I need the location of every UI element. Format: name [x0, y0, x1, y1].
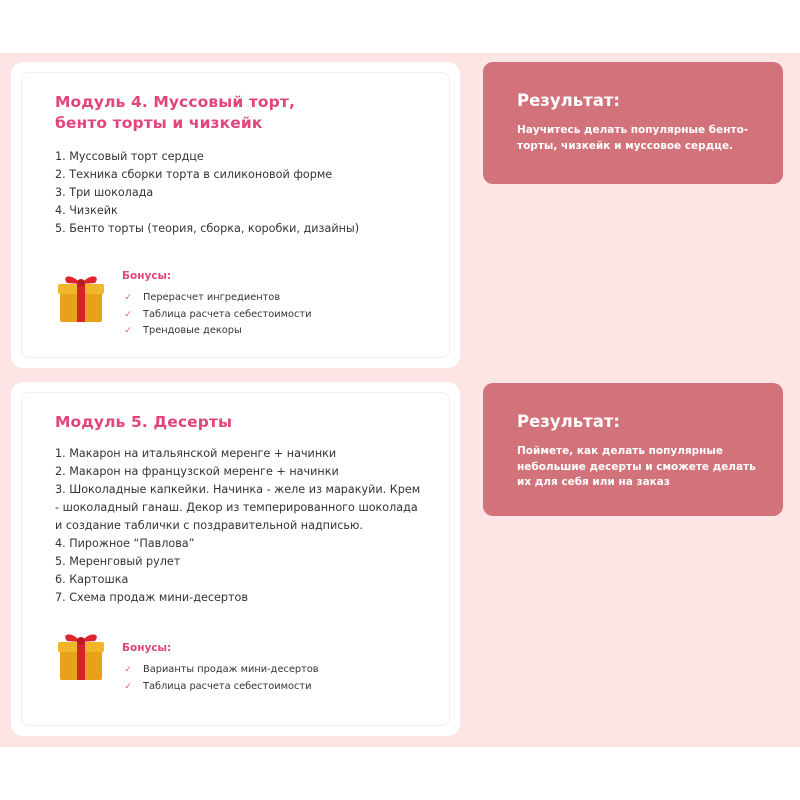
list-item: 2. Техника сборки торта в силиконовой форме	[55, 168, 333, 181]
check-icon: ✓	[124, 681, 132, 692]
bonus-label: Трендовые декоры	[143, 325, 242, 336]
list-item	[122, 290, 311, 307]
module-5-result-card	[483, 383, 783, 516]
list-item: 7. Схема продаж мини-десертов	[55, 591, 248, 604]
module-5-lessons	[55, 445, 425, 607]
module-4-result-title: Результат:	[517, 91, 621, 110]
module-4-lessons	[55, 148, 425, 238]
list-item: 3. Три шоколада	[55, 186, 154, 199]
bonus-label: Таблица расчета себестоимости	[143, 680, 312, 692]
list-item: 1. Муссовый торт сердце	[55, 150, 204, 163]
list-item	[122, 323, 311, 340]
bonus-label: Перерасчет ингредиентов	[143, 292, 281, 303]
list-item: 5. Бенто торты (теория, сборка, коробки, дизайны)	[55, 222, 360, 235]
bonus-label: Варианты продаж мини-десертов	[143, 664, 319, 675]
module-4-result-card	[483, 62, 783, 184]
module-5-result-title: Результат:	[517, 412, 621, 431]
module-4-result-text: Научитесь делать популярные бенто-торты, чизкейк и муссовое сердце.	[517, 124, 749, 152]
module-5-bonuses	[122, 662, 319, 695]
module-4-bonuses	[122, 290, 311, 340]
module-4-title: Модуль 4. Муссовый торт, бенто торты и чизкейк	[55, 93, 295, 132]
list-item: 1. Макарон на итальянской меренге + начинки	[55, 447, 337, 460]
module-5-result-text: Поймете, как делать популярные небольшие десерты и сможете делать их для себя или на заказ	[517, 445, 756, 488]
list-item	[122, 307, 311, 324]
list-item: 4. Чизкейк	[55, 204, 118, 217]
module-4-bonus-title: Бонусы:	[122, 270, 172, 282]
list-item	[122, 662, 319, 679]
gift-icon	[55, 628, 107, 682]
check-icon: ✓	[124, 293, 132, 304]
module-5-bonus-title: Бонусы:	[122, 642, 172, 654]
list-item	[122, 679, 319, 696]
module-5-card	[11, 382, 460, 736]
list-item: 2. Макарон на французской меренге + начинки	[55, 465, 339, 478]
check-icon: ✓	[124, 665, 132, 676]
gift-icon	[55, 270, 107, 324]
list-item: 5. Меренговый рулет	[55, 555, 181, 568]
module-5-title: Модуль 5. Десерты	[55, 413, 233, 431]
list-item: 6. Картошка	[55, 573, 129, 586]
module-4-card	[11, 62, 460, 368]
list-item: 3. Шоколадные капкейки. Начинка - желе из маракуйи. Крем - шоколадный ганаш. Декор из темперированного шоколада и создание таблички с поздравительной надписью.	[55, 483, 421, 532]
list-item: 4. Пирожное “Павлова”	[55, 537, 195, 550]
check-icon: ✓	[124, 326, 132, 337]
bonus-label: Таблица расчета себестоимости	[143, 308, 312, 320]
check-icon: ✓	[124, 309, 132, 320]
